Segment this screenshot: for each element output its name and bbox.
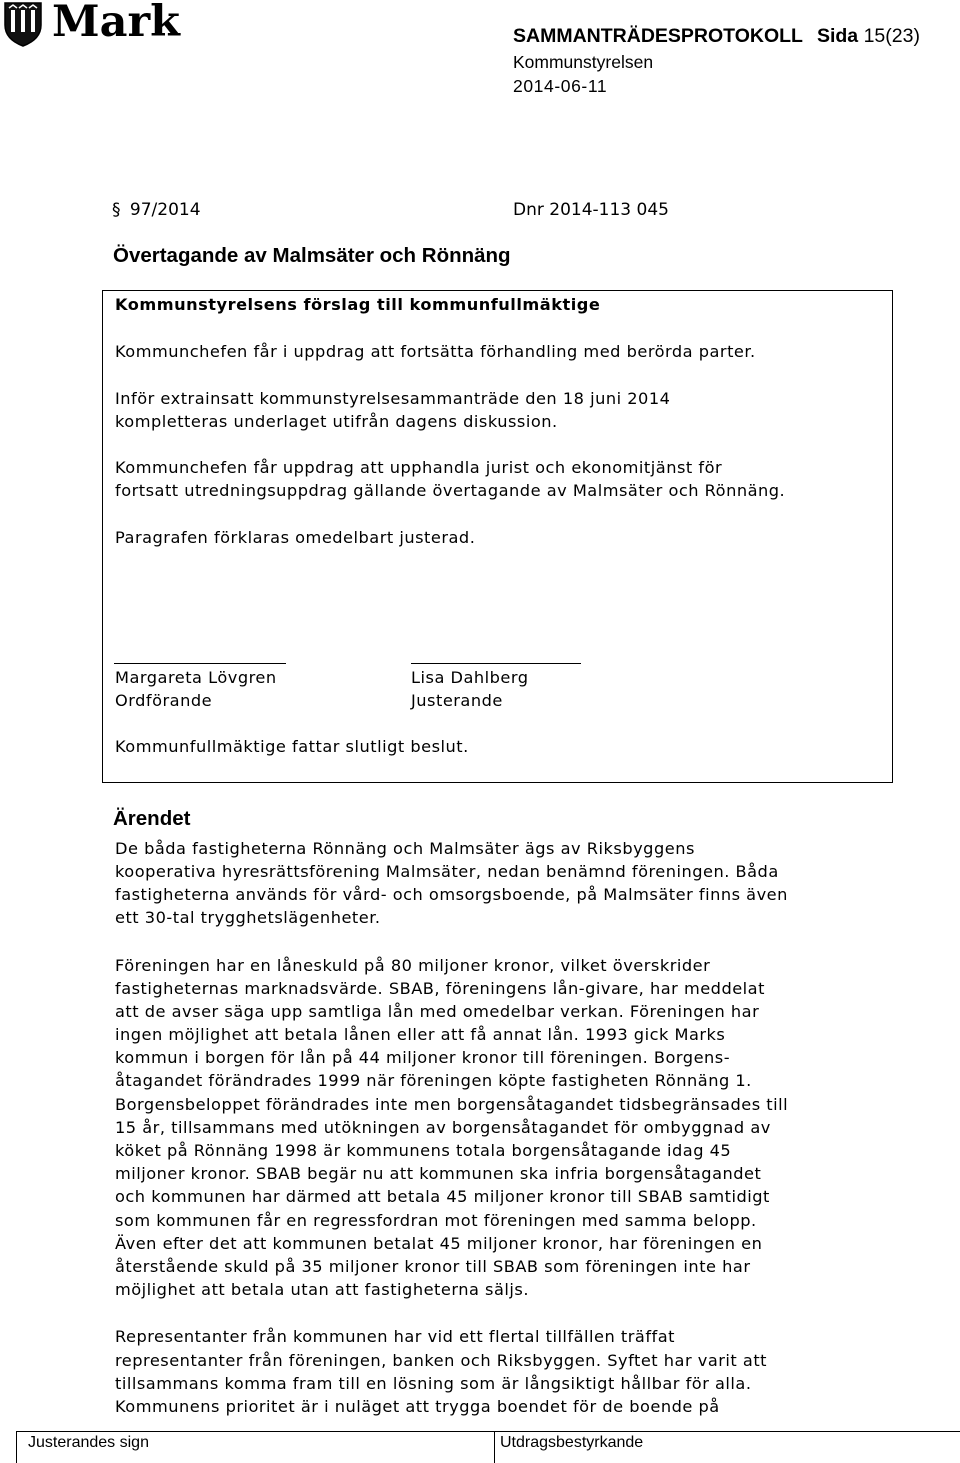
footer-rule xyxy=(16,1431,960,1432)
arendet-line: 15 år, tillsammans med utökningen av borgensåtagandet för ombyggnad av xyxy=(115,1118,771,1137)
arendet-line: ett 30-tal trygghetslägenheter. xyxy=(115,908,381,927)
proposal-heading: Kommunstyrelsens förslag till kommunfullmäktige xyxy=(115,295,601,314)
arendet-line: att de avser säga upp samtliga lån med omedelbar verkan. Föreningen har xyxy=(115,1002,760,1021)
footer-certification-label: Utdragsbestyrkande xyxy=(500,1434,644,1451)
arendet-line: De båda fastigheterna Rönnäng och Malmsäter ägs av Riksbyggens xyxy=(115,839,695,858)
arendet-heading: Ärendet xyxy=(113,807,191,830)
paragraph-symbol: § xyxy=(112,200,121,220)
signature-line-adjuster xyxy=(411,663,581,664)
signatory-role-adjuster: Justerande xyxy=(411,691,503,710)
page-number: 15(23) xyxy=(863,25,920,47)
arendet-line: representanter från föreningen, banken och Riksbyggen. Syftet har varit att xyxy=(115,1351,768,1370)
signatory-name-chair: Margareta Lövgren xyxy=(115,668,277,687)
document-header xyxy=(513,24,920,48)
arendet-line: Borgensbeloppet förändrades inte men borgensåtagandet tidsbegränsades till xyxy=(115,1095,789,1114)
arendet-line: köket på Rönnäng 1998 är kommunens totala borgensåtagande idag 45 xyxy=(115,1141,732,1160)
arendet-line: ingen möjlighet att betala lånen eller att få annat lån. 1993 gick Marks xyxy=(115,1025,726,1044)
footer-adjuster-sign-label: Justerandes sign xyxy=(28,1434,149,1451)
proposal-line: kompletteras underlaget utifrån dagens diskussion. xyxy=(115,412,558,431)
arendet-line: Representanter från kommunen har vid ett flertal tillfällen träffat xyxy=(115,1327,675,1346)
proposal-line: Kommunchefen får uppdrag att upphandla jurist och ekonomitjänst för xyxy=(115,458,723,477)
mark-coat-of-arms-icon xyxy=(3,1,43,47)
proposal-line: fortsatt utredningsuppdrag gällande övertagande av Malmsäter och Rönnäng. xyxy=(115,481,786,500)
arendet-line: fastigheterna används för vård- och omsorgsboende, på Malmsäter finns även xyxy=(115,885,788,904)
arendet-line: Kommunens prioritet är i nuläget att trygga boendet för de boende på xyxy=(115,1397,720,1416)
arendet-line: tillsammans komma fram till en lösning som är långsiktigt hållbar för alla. xyxy=(115,1374,752,1393)
page-label: Sida xyxy=(816,25,859,47)
arendet-line: Föreningen har en låneskuld på 80 miljoner kronor, vilket överskrider xyxy=(115,956,711,975)
arendet-line: möjlighet att betala utan att fastigheterna säljs. xyxy=(115,1280,529,1299)
case-title: Övertagande av Malmsäter och Rönnäng xyxy=(113,244,511,267)
logo-text: Mark xyxy=(52,0,180,47)
signatory-name-adjuster: Lisa Dahlberg xyxy=(411,668,529,687)
arendet-line: kooperativa hyresrättsförening Malmsäter, nedan benämnd föreningen. Båda xyxy=(115,862,779,881)
paragraph-reference xyxy=(112,199,201,221)
proposal-line: Inför extrainsatt kommunstyrelsesammanträde den 18 juni 2014 xyxy=(115,389,671,408)
footer-divider-left xyxy=(16,1431,17,1463)
footer-divider-right xyxy=(494,1431,495,1463)
arendet-line: kommun i borgen för lån på 44 miljoner kronor till föreningen. Borgens- xyxy=(115,1048,731,1067)
meeting-date: 2014-06-11 xyxy=(513,76,608,96)
arendet-line: åtagandet förändrades 1999 när föreningen köpte fastigheten Rönnäng 1. xyxy=(115,1071,752,1090)
proposal-line: Kommunchefen får i uppdrag att fortsätta förhandling med berörda parter. xyxy=(115,342,756,361)
proposal-line: Paragrafen förklaras omedelbart justerad. xyxy=(115,528,476,547)
arendet-line: och kommunen har därmed att betala 45 miljoner kronor till SBAB samtidigt xyxy=(115,1187,770,1206)
paragraph-number: 97/2014 xyxy=(129,200,201,220)
signature-line-chair xyxy=(114,663,286,664)
arendet-line: som kommunen får en regressfordran mot föreningen med samma belopp. xyxy=(115,1211,757,1230)
document-type: SAMMANTRÄDESPROTOKOLL xyxy=(513,25,803,47)
diary-number: Dnr 2014-113 045 xyxy=(513,200,669,220)
final-decision-note: Kommunfullmäktige fattar slutligt beslut. xyxy=(115,737,469,756)
arendet-line: miljoner kronor. SBAB begär nu att kommunen ska infria borgensåtagandet xyxy=(115,1164,762,1183)
signatory-role-chair: Ordförande xyxy=(115,691,213,710)
arendet-line: återstående skuld på 35 miljoner kronor till SBAB som föreningen inte har xyxy=(115,1257,751,1276)
arendet-line: fastigheternas marknadsvärde. SBAB, föreningens lån-givare, har meddelat xyxy=(115,979,765,998)
issuing-body: Kommunstyrelsen xyxy=(513,52,654,72)
arendet-line: Även efter det att kommunen betalat 45 miljoner kronor, har föreningen en xyxy=(115,1234,763,1253)
